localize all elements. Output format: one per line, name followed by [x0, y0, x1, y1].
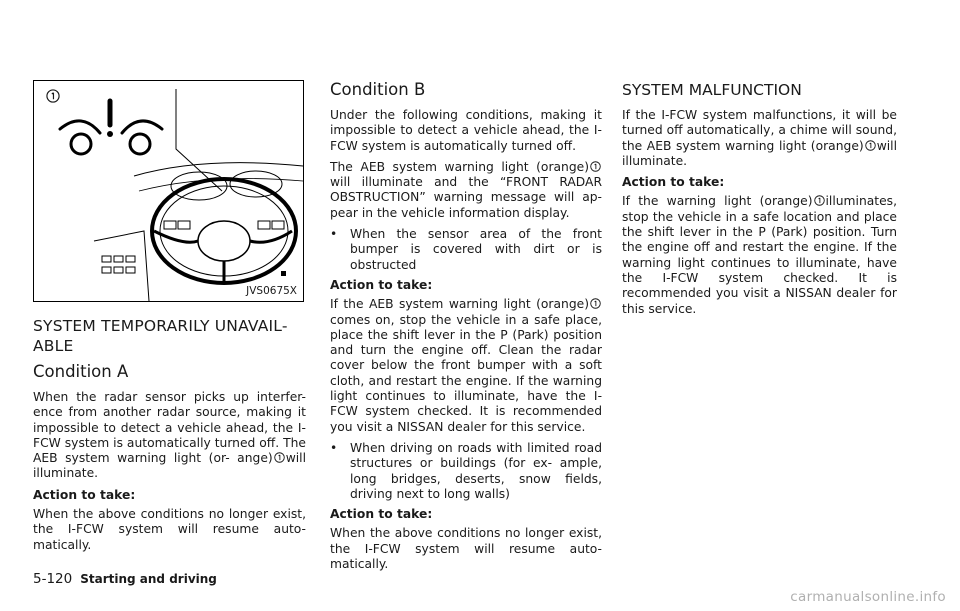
list-item [330, 441, 602, 502]
left-column [33, 80, 306, 559]
figure-code: JVS0675X [246, 285, 297, 297]
section-heading-unavailable: SYSTEM TEMPORARILY UNAVAIL- ABLE [33, 317, 288, 355]
section-title: Starting and driving [80, 572, 217, 586]
page-number: 5-120 [33, 571, 73, 587]
circled-one-icon [590, 161, 601, 172]
circled-one-icon [47, 90, 59, 102]
bullet-text: When the sensor area of the front bumper is covered with dirt or is obstructed [350, 227, 602, 272]
condition-b-resume-text: When the above conditions no longer exist, the I-FCW system will resume auto- matically. [330, 526, 602, 572]
malfunction-action-text: If the warning light (orange) illuminates, stop the vehicle in a safe location and place the shift lever in the P (Park) position. Turn the engine off and restart the engine. If the warning light continues to illuminate, have the I-FCW system checked. It is recommended you visit a NISSAN dealer for this service. [622, 194, 897, 316]
bullet-mark: • [330, 227, 338, 242]
bullet-text: When driving on roads with limited road structures or buildings (for ex- ample, long bridges, deserts, snow fields, driving next to long walls) [350, 440, 602, 501]
steering-wheel-illustration [34, 81, 303, 301]
action-label: Action to take: [622, 175, 725, 190]
condition-b-action-text: If the AEB system warning light (orange)comes on, stop the vehicle in a safe place, place the shift lever in the P (Park) position and turn the engine off. Clean the radar cover below the front bumper with a soft cloth, and restart the engine. If the warning light continues to illuminate, have the I-FCW system checked. It is recommended you visit a NISSAN dealer for this service. [330, 297, 602, 434]
condition-b-intro: Under the following conditions, making it impossible to detect a vehicle ahead, the I-FCW system is automatically turned off. [330, 108, 602, 153]
action-label: Action to take: [330, 277, 433, 292]
circled-one-icon [590, 298, 601, 309]
condition-a-action-text: When the above conditions no longer exist, the I-FCW system will resume auto- matically. [33, 507, 306, 552]
dashboard-figure [33, 80, 304, 302]
section-heading-malfunction: SYSTEM MALFUNCTION [622, 81, 802, 99]
aeb-warning-light-icon [60, 101, 162, 154]
right-column [622, 80, 897, 323]
list-item [330, 227, 602, 273]
condition-a-heading: Condition A [33, 362, 129, 381]
bullet-mark: • [330, 440, 338, 455]
middle-column [330, 80, 602, 578]
condition-a-text: When the radar sensor picks up interfer- ence from another radar source, making it impossible to detect a vehicle ahead, the I-FCW system is automatically turned off. The AEB system warning light (or- ange) will illuminate. [33, 390, 306, 481]
action-label: Action to take: [330, 507, 433, 522]
circled-one-icon [814, 195, 825, 206]
condition-b-warning-text: The AEB system warning light (orange)will illuminate and the “FRONT RADAR OBSTRUCTION” warning message will ap- pear in the vehicle information display. [330, 159, 602, 220]
page-footer [33, 571, 217, 587]
action-label: Action to take: [33, 487, 136, 502]
condition-b-heading: Condition B [330, 80, 426, 99]
watermark: carmanualsonline.info [790, 589, 946, 605]
malfunction-text: If the I-FCW system malfunctions, it will be turned off automatically, a chime will sound, the AEB system warning light (orange) will illuminate. [622, 108, 897, 168]
circled-one-icon [865, 140, 876, 151]
circled-one-icon [274, 452, 285, 463]
